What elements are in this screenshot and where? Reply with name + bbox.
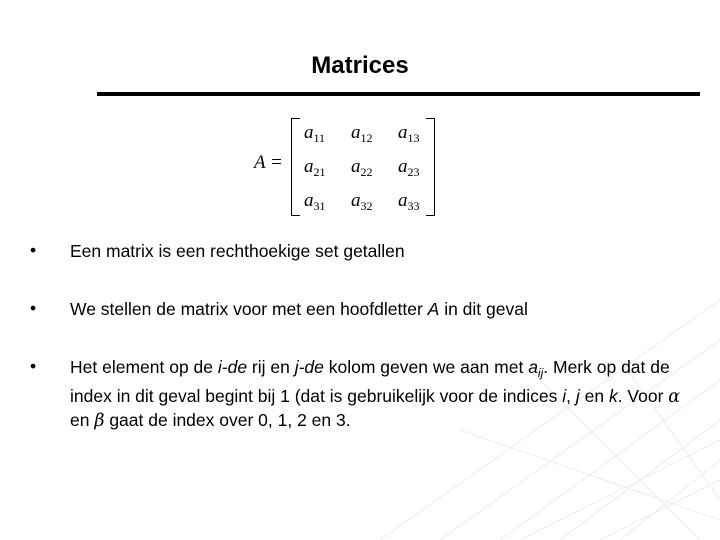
bullet-text: Een matrix is een rechthoekige set getallen — [70, 241, 405, 261]
slide-title: Matrices — [311, 52, 409, 79]
matrix-cell: $a_{22}$ — [351, 156, 373, 179]
title-rule — [97, 92, 700, 96]
left-bracket — [291, 118, 300, 216]
matrix-cell: $a_{31}$ — [304, 190, 326, 213]
bullet-text: We stellen de matrix voor met een hoofdletter A in dit geval — [70, 299, 528, 319]
matrix-cell: $a_{23}$ — [398, 156, 420, 179]
matrix-cell: $a_{33}$ — [398, 190, 420, 213]
matrix-equation — [254, 118, 444, 218]
matrix-cell: $a_{13}$ — [398, 122, 420, 145]
matrix-cell: $a_{32}$ — [351, 190, 373, 213]
bullet-marker: • — [30, 356, 37, 376]
bullet-text: Het element op de i-de rij en j-de kolom geven we aan met $a_{ij}$. Merk op dat de index in dit geval begint bij 1 (dat is gebruikelijk voor de indices i, j en k. Voor α en β gaat de index over 0, 1, 2 en 3. — [70, 357, 681, 431]
matrix-cell: $a_{12}$ — [351, 122, 373, 145]
bullet-marker: • — [30, 240, 37, 260]
matrix-cell: $a_{21}$ — [304, 156, 326, 179]
right-bracket — [426, 118, 435, 216]
bullet-marker: • — [30, 298, 37, 318]
matrix-cell: $a_{11}$ — [304, 122, 326, 145]
matrix-lhs: A = — [254, 152, 283, 173]
